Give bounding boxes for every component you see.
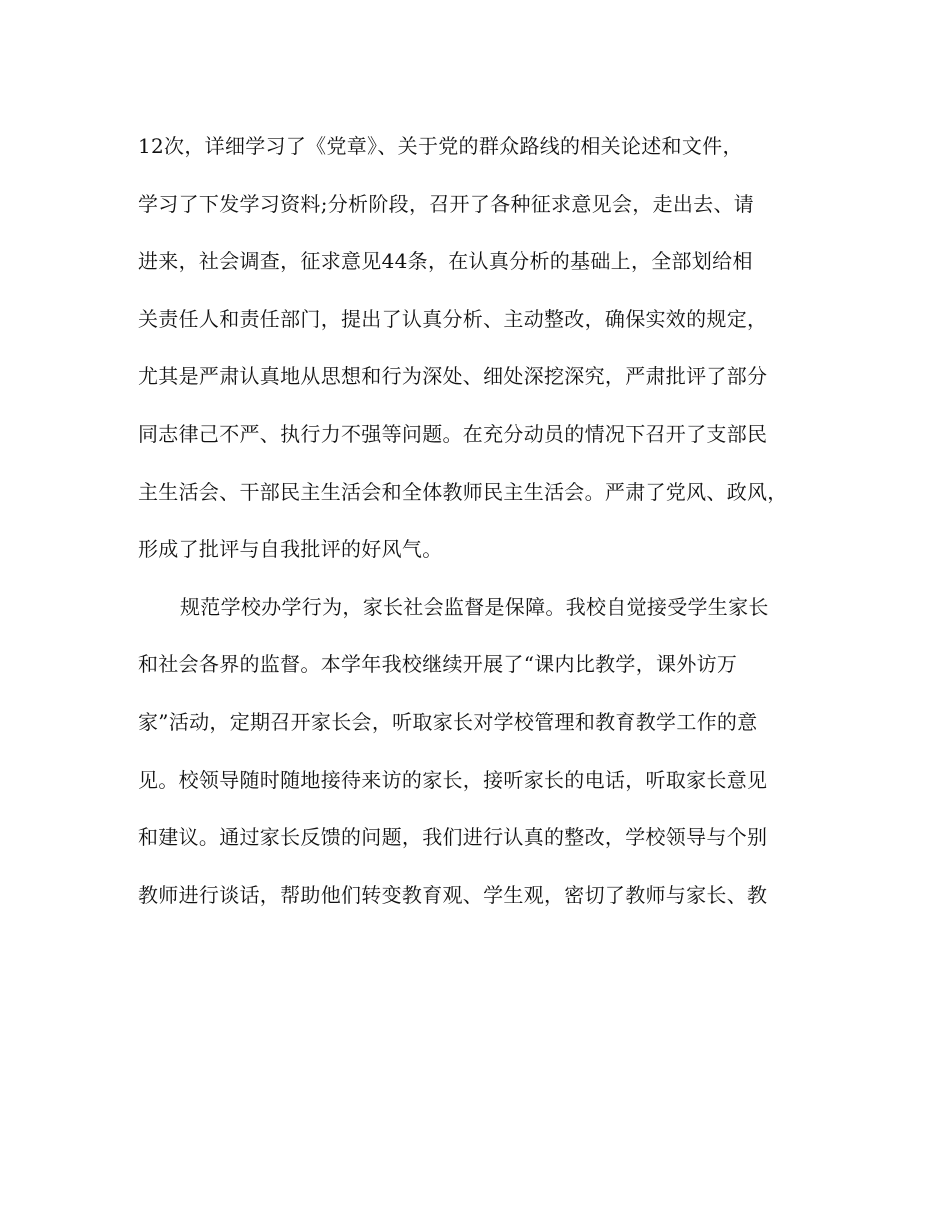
text-line: 和社会各界的监督。本学年我校继续开展了“课内比教学，课外访万 — [138, 652, 738, 677]
text-line: 进来，社会调查，征求意见44条，在认真分析的基础上，全部划给相 — [138, 249, 753, 274]
text-line: 家”活动，定期召开家长会，听取家长对学校管理和教育教学工作的意 — [138, 709, 758, 734]
text-line: 12次，详细学习了《党章》、关于党的群众路线的相关论述和文件， — [138, 134, 743, 158]
text-line: 见。校领导随时随地接待来访的家长，接听家长的电话，听取家长意见 — [138, 767, 768, 792]
text-line: 主生活会、干部民主生活会和全体教师民主生活会。严肃了党风、政风， — [138, 479, 788, 504]
text-line: 关责任人和责任部门，提出了认真分析、主动整改，确保实效的规定， — [138, 306, 768, 331]
text-line: 尤其是严肃认真地从思想和行为深处、细处深挖深究，严肃批评了部分 — [138, 364, 768, 389]
text-line: 和建议。通过家长反馈的问题，我们进行认真的整改，学校领导与个别 — [138, 825, 768, 850]
text-line: 教师进行谈话，帮助他们转变教育观、学生观，密切了教师与家长、教 — [138, 882, 768, 907]
text-line: 学习了下发学习资料;分析阶段，召开了各种征求意见会，走出去、请 — [138, 191, 755, 216]
paragraph-start-line: 规范学校办学行为，家长社会监督是保障。我校自觉接受学生家长 — [180, 594, 769, 619]
text-line: 形成了批评与自我批评的好风气。 — [138, 537, 443, 562]
body-text — [138, 118, 828, 924]
text-line: 同志律己不严、执行力不强等问题。在充分动员的情况下召开了支部民 — [138, 421, 768, 446]
